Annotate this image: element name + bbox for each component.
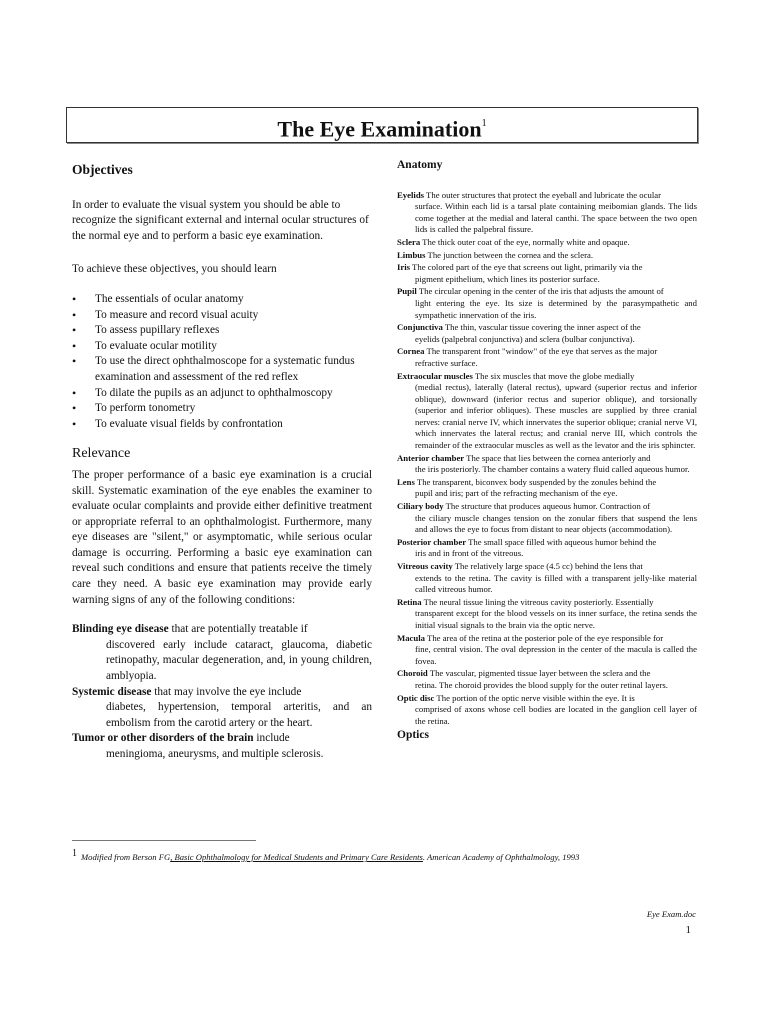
anatomy-definition: The area of the retina at the posterior pole of the eye responsible for (425, 632, 664, 643)
left-column (72, 162, 372, 763)
objectives-heading: Objectives (72, 162, 133, 177)
anatomy-entry (397, 190, 697, 236)
anatomy-definition-continuation: light entering the eye. Its size is determined by the parasympathetic and sympathetic innervation of the iris. (415, 297, 697, 320)
optics-heading: Optics (397, 729, 429, 742)
anatomy-entry (397, 668, 697, 691)
anatomy-entry (397, 237, 697, 249)
condition-tumor (72, 731, 372, 762)
anatomy-definition-continuation: the iris posteriorly. The chamber contains a watery fluid called aqueous humor. (415, 464, 690, 475)
condition-blinding (72, 622, 372, 684)
anatomy-definition: The transparent front "window" of the eye that serves as the major (424, 346, 658, 357)
list-item: • To assess pupillary reflexes (72, 323, 372, 339)
anatomy-term: Sclera (397, 236, 421, 247)
condition-text: include (253, 732, 290, 745)
relevance-body: The proper performance of a basic eye examination is a crucial skill. Systematic examination of the eye enables the examiner to evaluate ocular complaints and provide either definitive treatment or appropriate referral to an ophthalmologist. Furthermore, many eye diseases are "silent," or asymptomatic, while serious ocular damage is occurring. Performing a basic eye examination can reveal such conditions and ensure that patients receive the timely care they need. A basic eye examination may provide early warning signs of any of the following conditions: (72, 468, 372, 606)
anatomy-definition: The outer structures that protect the eyeball and lubricate the ocular (424, 189, 662, 200)
anatomy-definition-continuation: pupil and iris; part of the refracting mechanism of the eye. (415, 488, 618, 499)
anatomy-entry (397, 250, 697, 262)
anatomy-entry (397, 537, 697, 560)
anatomy-term: Choroid (397, 668, 428, 679)
anatomy-term: Limbus (397, 249, 426, 260)
anatomy-definition-continuation: refractive surface. (415, 357, 478, 368)
objectives-lead: To achieve these objectives, you should learn (72, 263, 277, 276)
condition-text: that are potentially treatable if (168, 623, 308, 636)
condition-continuation: diabetes, hypertension, temporal arteritis, and an embolism from the carotid artery or the heart. (106, 701, 372, 729)
page-number: 1 (685, 924, 691, 936)
footnote (72, 848, 712, 862)
anatomy-definition: The small space filled with aqueous humor behind the (466, 536, 657, 547)
list-item: • To evaluate ocular motility (72, 339, 372, 355)
anatomy-definition: The vascular, pigmented tissue layer between the sclera and the (427, 668, 651, 679)
anatomy-definition: The circular opening in the center of the iris that adjusts the amount of (416, 286, 664, 297)
anatomy-entry (397, 286, 697, 321)
anatomy-definition-continuation: surface. Within each lid is a tarsal plate containing meibomian glands. The lids come together at the medial and lateral canthi. The space between the two open lids is called the palpebral fissure. (415, 201, 697, 235)
anatomy-heading: Anatomy (397, 159, 443, 171)
anatomy-term: Eyelids (397, 189, 425, 200)
anatomy-term: Lens (397, 476, 415, 487)
condition-continuation: discovered early include cataract, glaucoma, diabetic retinopathy, macular degeneration, and, in young children, amblyopia. (106, 638, 372, 683)
list-item: • To dilate the pupils as an adjunct to ophthalmoscopy (72, 386, 372, 402)
footnote-lead: Modified from Berson FG (81, 851, 171, 862)
list-item: • To measure and record visual acuity (72, 308, 372, 324)
right-column (397, 160, 697, 742)
anatomy-definition-continuation: iris and in front of the vitreous. (415, 548, 524, 559)
list-item: • To perform tonometry (72, 401, 372, 417)
anatomy-definition: The colored part of the eye that screens out light, primarily via the (410, 262, 643, 273)
anatomy-term: Retina (397, 596, 422, 607)
anatomy-term: Conjunctiva (397, 322, 443, 333)
anatomy-definition-continuation: transparent except for the blood vessels on its inner surface, the retina sends the initial visual signals to the brain via the optic nerve. (415, 608, 697, 630)
anatomy-definition: The thin, vascular tissue covering the inner aspect of the (442, 322, 641, 333)
anatomy-term: Extraocular muscles (397, 370, 473, 381)
anatomy-entry (397, 501, 697, 536)
anatomy-term: Macula (397, 632, 425, 643)
anatomy-term: Pupil (397, 286, 417, 297)
anatomy-term: Posterior chamber (397, 536, 467, 547)
anatomy-definition: The six muscles that move the globe medially (472, 370, 635, 381)
anatomy-entry (397, 346, 697, 369)
condition-term: Tumor or other disorders of the brain (72, 732, 254, 745)
anatomy-entry (397, 371, 697, 452)
objectives-intro: In order to evaluate the visual system you should be able to recognize the significant external and internal ocular structures of the normal eye and to perform a basic eye examination. (72, 198, 369, 242)
footnote-source: , Basic Ophthalmology for Medical Students and Primary Care Residents (170, 851, 423, 862)
condition-systemic (72, 685, 372, 732)
condition-text: that may involve the eye include (151, 685, 302, 698)
anatomy-definition: The portion of the optic nerve visible within the eye. It is (434, 692, 635, 703)
anatomy-term: Anterior chamber (397, 452, 465, 463)
anatomy-definition-continuation: extends to the retina. The cavity is filled with a transparent jelly-like material called vitreous humor. (415, 572, 697, 595)
anatomy-entry (397, 322, 697, 345)
anatomy-entry (397, 262, 697, 285)
objectives-list (72, 292, 372, 432)
anatomy-definition-continuation: retina. The choroid provides the blood supply for the outer retinal layers. (415, 679, 668, 690)
footer-filename: Eye Exam.doc (646, 909, 696, 919)
anatomy-definition-continuation: pigment epithelium, which lines its posterior surface. (415, 273, 600, 284)
anatomy-definition: The junction between the cornea and the sclera. (425, 249, 593, 260)
anatomy-entry (397, 633, 697, 668)
anatomy-definition-continuation: (medial rectus), laterally (lateral rectus), upward (superior rectus and inferior oblique), downward (inferior rectus and superior oblique), and torsionally (superior and inferior obliques). These muscles are supplied by three cranial nerves: cranial nerve IV, which innervates the superior oblique; cranial nerve VI, which innervates the lateral rectus; and cranial nerve III, which controls the remainder of the extraocular muscles as well as the levator and the iris sphincter. (415, 382, 697, 451)
condition-continuation: meningioma, aneurysms, and multiple sclerosis. (106, 748, 324, 760)
list-item: • To use the direct ophthalmoscope for a systematic fundus examination and assessment of the red reflex (72, 354, 372, 385)
anatomy-definition-continuation: the ciliary muscle changes tension on the zonular fibers that suspend the lens and allows the eye to focus from distant to near objects (accommodation). (415, 512, 697, 535)
footnote-tail: . American Academy of Ophthalmology, 1993 (422, 851, 580, 862)
anatomy-definition-continuation: eyelids (palpebral conjunctiva) and sclera (bulbar conjunctiva). (415, 333, 635, 344)
anatomy-term: Optic disc (397, 692, 435, 703)
footnote-divider (72, 840, 256, 841)
anatomy-definition-continuation: fine, central vision. The oval depression in the center of the macula is called the fovea. (415, 644, 697, 666)
anatomy-term: Iris (397, 262, 411, 273)
anatomy-list (397, 190, 697, 728)
anatomy-entry (397, 561, 697, 596)
anatomy-entry (397, 693, 697, 728)
anatomy-term: Ciliary body (397, 501, 444, 512)
title-footnote-ref: 1 (481, 118, 487, 129)
anatomy-definition-continuation: comprised of axons whose cell bodies are located in the ganglion cell layer of the retina. (415, 704, 697, 726)
anatomy-entry (397, 477, 697, 500)
anatomy-term: Vitreous cavity (397, 561, 453, 571)
list-item: • To evaluate visual fields by confrontation (72, 417, 372, 433)
anatomy-entry (397, 453, 697, 476)
page-title: The Eye Examination (277, 116, 482, 142)
relevance-heading: Relevance (72, 446, 131, 462)
anatomy-definition: The neural tissue lining the vitreous cavity posteriorly. Essentially (421, 596, 654, 607)
anatomy-definition: The space that lies between the cornea anteriorly and (464, 452, 651, 463)
anatomy-definition: The structure that produces aqueous humor. Contraction of (443, 501, 651, 512)
page-title-box (66, 107, 698, 143)
anatomy-definition: The transparent, biconvex body suspended by the zonules behind the (414, 476, 657, 487)
list-item: • The essentials of ocular anatomy (72, 292, 372, 308)
anatomy-term: Cornea (397, 346, 425, 357)
footnote-number: 1 (72, 848, 77, 859)
condition-term: Blinding eye disease (72, 623, 169, 636)
anatomy-definition: The thick outer coat of the eye, normally white and opaque. (420, 236, 630, 247)
anatomy-definition: The relatively large space (4.5 cc) behind the lens that (452, 561, 643, 571)
anatomy-entry (397, 597, 697, 632)
condition-term: Systemic disease (72, 685, 152, 698)
